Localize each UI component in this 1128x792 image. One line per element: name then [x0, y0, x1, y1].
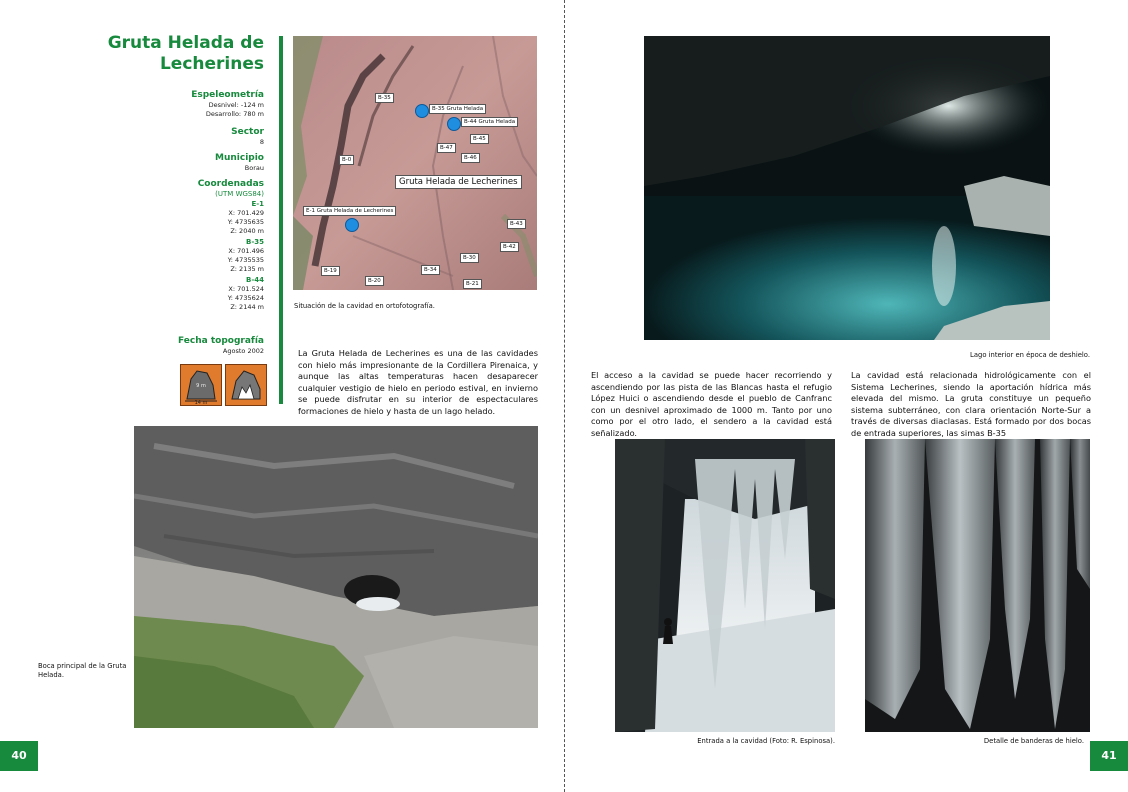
coordenadas-block — [140, 179, 264, 312]
description-paragraph: La cavidad está relacionada hidrológicamente con el Sistema Lecherines, siendo la aportación hídrica más elevada del mismo. La gruta constituye un pequeño sistema subterráneo, con clara orientación Norte-Sur a través de diversas diaclasas. Está formado por dos bocas de entrada superiores, las simas B-35 — [851, 370, 1091, 438]
access-paragraph: El acceso a la cavidad se puede hacer recorriendo y ascendiendo por las pista de las Blancas hasta el refugio López Huici o ascendiendo desde el pueblo de Canfranc con un desnivel aproximado de 1000 m. Tanto por uno como por el otro lado, el sendero a la cavidad está señalizado. — [591, 370, 832, 438]
accent-bar — [279, 36, 283, 404]
point-y: Y: 4735624 — [227, 294, 264, 302]
espeleometria-label: Espeleometría — [191, 90, 264, 100]
fecha-block — [140, 336, 264, 356]
ice-lake-photo — [644, 36, 1050, 340]
map-label-b21: B-21 — [463, 279, 482, 289]
point-z: Z: 2144 m — [230, 303, 264, 311]
speleometry-block — [140, 90, 264, 119]
map-label-b45: B-45 — [470, 134, 489, 144]
ice-flags-photo — [865, 439, 1090, 732]
page-number-right: 41 — [1090, 741, 1128, 771]
sector-block — [140, 127, 264, 147]
page-number-left: 40 — [0, 741, 38, 771]
map-label-b35-gruta: B-35 Gruta Helada — [429, 104, 486, 114]
datum-label: (UTM WGS84) — [215, 190, 264, 198]
intro-paragraph: La Gruta Helada de Lecherines es una de las cavidades con hielo más impresionante de la Cordillera Pirenaica, y aunque las altas temperaturas hacen desaparecer cualquier vestigio de hielo en periodo estival, en invierno se puede disfrutar en su interior de espectaculares formaciones de hielo y hasta de un lago helado. — [298, 348, 538, 416]
map-caption: Situación de la cavidad en ortofotografía. — [294, 302, 435, 310]
point-x: X: 701.524 — [228, 285, 264, 293]
lake-caption: Lago interior en época de deshielo. — [970, 351, 1090, 359]
fecha-value: Agosto 2002 — [222, 347, 264, 355]
svg-text:9 m: 9 m — [196, 383, 206, 389]
map-label-b47: B-47 — [437, 143, 456, 153]
orthophoto-map — [293, 36, 537, 290]
municipio-value: Borau — [244, 164, 264, 172]
point-y: Y: 4735635 — [227, 218, 264, 226]
point-z: Z: 2135 m — [230, 265, 264, 273]
point-name: B-35 — [246, 238, 264, 246]
ice-caption: Detalle de banderas de hielo. — [983, 737, 1084, 745]
point-x: X: 701.429 — [228, 209, 264, 217]
map-label-b44-gruta: B-44 Gruta Helada — [461, 117, 518, 127]
map-label-e1: E-1 Gruta Helada de Lecherines — [303, 206, 396, 216]
coordenadas-label: Coordenadas — [197, 179, 264, 189]
point-y: Y: 4735535 — [227, 256, 264, 264]
map-label-b43: B-43 — [507, 219, 526, 229]
map-label-b35: B-35 — [375, 93, 394, 103]
cave-entry-photo — [615, 439, 835, 732]
municipio-block — [140, 153, 264, 173]
desnivel-value: Desnivel: -124 m — [208, 101, 264, 109]
map-marker-e1 — [345, 218, 359, 232]
map-marker-b35 — [415, 104, 429, 118]
point-name: E-1 — [251, 200, 264, 208]
map-marker-b44 — [447, 117, 461, 131]
map-label-b30: B-30 — [460, 253, 479, 263]
map-label-b20: B-20 — [365, 276, 384, 286]
cave-plan-icon — [225, 364, 267, 406]
map-label-b34: B-34 — [421, 265, 440, 275]
point-z: Z: 2040 m — [230, 227, 264, 235]
point-x: X: 701.496 — [228, 247, 264, 255]
photo-caption: Boca principal de la Gruta Helada. — [38, 662, 127, 679]
map-title-label: Gruta Helada de Lecherines — [395, 175, 522, 189]
cave-entrance-photo — [134, 426, 538, 728]
municipio-label: Municipio — [215, 153, 264, 163]
sector-value: 8 — [259, 138, 264, 146]
map-label-b42: B-42 — [500, 242, 519, 252]
svg-text:14 m: 14 m — [194, 400, 208, 405]
page-title: Gruta Helada de Lecherines — [107, 33, 264, 74]
page-divider — [564, 0, 565, 792]
map-label-b46: B-46 — [461, 153, 480, 163]
entrance-caption: Entrada a la cavidad (Foto: R. Espinosa). — [697, 737, 835, 745]
map-label-b19: B-19 — [321, 266, 340, 276]
desarrollo-value: Desarrollo: 780 m — [205, 110, 264, 118]
map-label-b0: B-0 — [339, 155, 354, 165]
fecha-label: Fecha topografía — [178, 336, 264, 346]
sector-label: Sector — [231, 127, 264, 137]
elevation-profile-icon — [180, 364, 222, 406]
point-name: B-44 — [246, 276, 264, 284]
